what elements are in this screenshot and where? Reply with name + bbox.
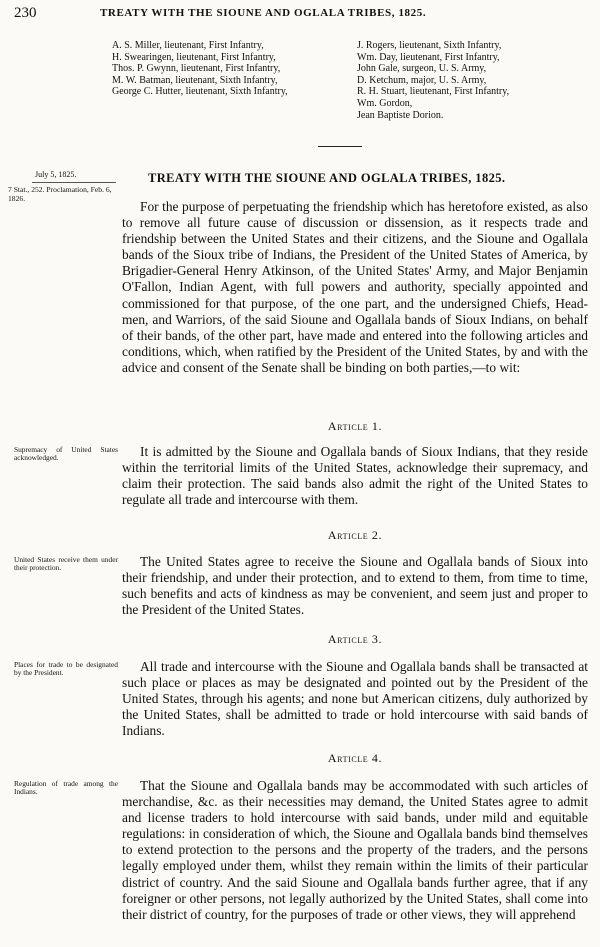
margin-note: Regulation of trade among the Indians. [14, 779, 118, 797]
signer: J. Rogers, lieutenant, Sixth Infantry, [357, 40, 502, 51]
margin-note: Supremacy of United States acknowledged. [14, 445, 118, 463]
signer: Wm. Day, lieutenant, First Infantry, [357, 51, 500, 63]
article-text: It is admitted by the Sioune and Ogallala bands of Sioux Indians, that they reside within the territorial limits of the United States, acknowledge their supremacy, and claim their protection. The said bands also admit the right of the United States to regulate all trade and intercourse with them. [122, 444, 588, 508]
article-heading: Article 4. [327, 751, 383, 765]
signers-right-column [357, 40, 587, 121]
margin-note: United States receive them under their protection. [14, 555, 118, 573]
signer: M. W. Batman, lieutenant, Sixth Infantry, [112, 74, 278, 86]
margin-note: Places for trade to be designated by the President. [14, 660, 118, 678]
article-heading: Article 1. [327, 419, 383, 433]
signer: Wm. Gordon, [357, 97, 413, 109]
signer: Jean Baptiste Dorion. [357, 109, 444, 121]
margin-date: July 5, 1825. [35, 170, 77, 179]
margin-citation: 7 Stat., 252. Proclamation, Feb. 6, 1826. [8, 185, 112, 203]
signer: R. H. Stuart, lieutenant, First Infantry, [357, 86, 510, 98]
article-text: That the Sioune and Ogallala bands may be accommodated with such articles of merchandise, &c. as their necessities may demand, the United States agree to admit and license traders to hold intercourse with said bands, under mild and equitable regulations: in consideration of which, the Sioune and Ogallala bands bind themselves to extend protection to the persons and the property of the traders, and the persons legally employed under them, whilst they remain within the limits of their particular district of country. And the said Sioune and Ogallala bands further agree, that if any foreigner or other persons, not legally authorized by the United States, shall come into their district of country, for the purposes of trade or other views, they will apprehend [122, 778, 588, 922]
signers-left-column [112, 40, 336, 98]
section-divider [318, 146, 362, 147]
page-number: 230 [14, 5, 37, 21]
signer: D. Ketchum, major, U. S. Army, [357, 74, 487, 86]
signer: John Gale, surgeon, U. S. Army, [357, 63, 487, 75]
preamble-paragraph: For the purpose of perpetuating the friendship which has heretofore existed, as also to remove all future cause of discussion or dissension, as it respects trade and friendship between the United States and their citizens, and the Sioune and Ogallala bands of the Sioux tribe of Indians, the President of the United States of America, by Brigadier-General Henry Atkinson, of the United States' Army, and Major Benjamin O'Fallon, Indian Agent, with full powers and authority, specially appointed and commissioned for that purpose, of the one part, and the undersigned Chiefs, Head-men, and Warriors, of the said Sioune and Ogallala bands of Sioux Indians, on behalf of their bands, of the other part, have made and entered into the following articles and conditions, which, when ratified by the President of the United States, by and with the advice and consent of the Senate shall be binding on both parties,—to wit: [122, 199, 588, 375]
running-title: TREATY WITH THE SIOUNE AND OGLALA TRIBES, 1825. [100, 7, 427, 19]
article-heading: Article 2. [327, 528, 383, 542]
signer: Thos. P. Gwynn, lieutenant, First Infantry, [112, 63, 281, 75]
margin-rule [32, 182, 116, 183]
signer: H. Swearingen, lieutenant, First Infantry, [112, 51, 276, 63]
signer: George C. Hutter, lieutenant, Sixth Infantry, [112, 86, 288, 98]
article-heading: Article 3. [327, 632, 383, 646]
treaty-title: TREATY WITH THE SIOUNE AND OGLALA TRIBES, 1825. [148, 171, 506, 185]
signer: A. S. Miller, lieutenant, First Infantry, [112, 40, 264, 51]
article-text: The United States agree to receive the Sioune and Ogallala bands of Sioux into their friendship, and under their protection, and to extend to them, from time to time, such benefits and acts of kindness as may be convenient, and seem just and proper to the President of the United States. [122, 554, 588, 618]
article-text: All trade and intercourse with the Sioune and Ogallala bands shall be transacted at such place or places as may be designated and pointed out by the President of the United States, through his agents; and none but American citizens, duly authorized by the United States, shall be admitted to trade or hold intercourse with said bands of Indians. [122, 659, 588, 739]
